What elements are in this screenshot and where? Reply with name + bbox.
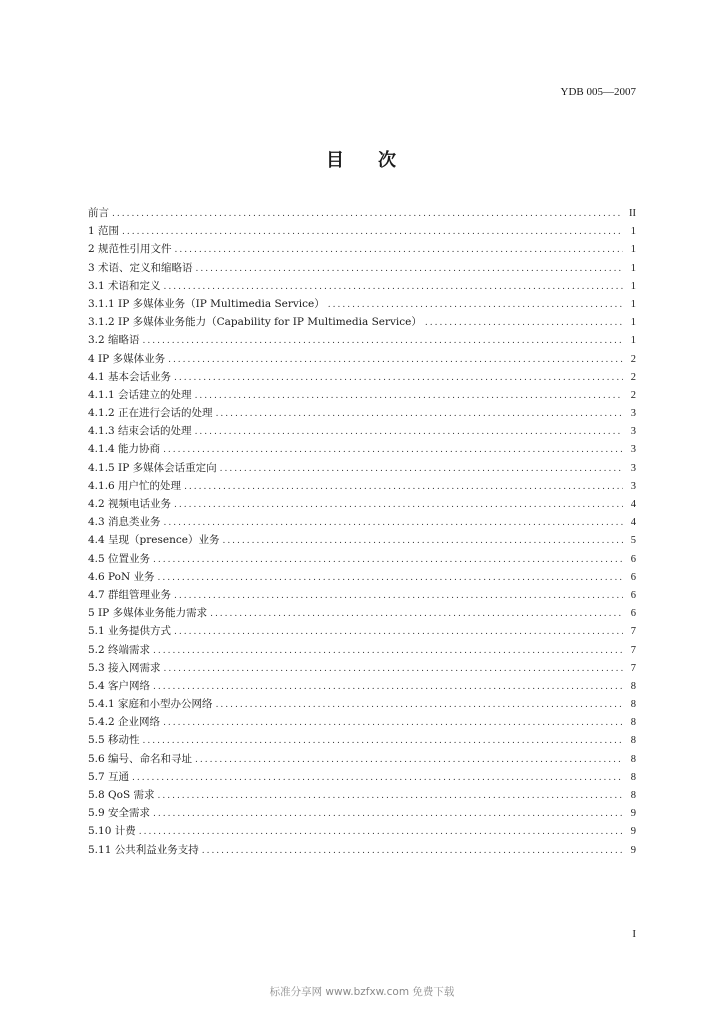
toc-entry-label: 4.5 位置业务 bbox=[88, 552, 151, 565]
toc-leader-dots bbox=[195, 423, 623, 441]
toc-entry[interactable] bbox=[88, 822, 636, 840]
toc-entry-page: 1 bbox=[630, 280, 636, 292]
toc-leader-dots bbox=[210, 605, 623, 623]
toc-entry[interactable] bbox=[88, 786, 636, 804]
toc-entry-page: 8 bbox=[630, 753, 636, 765]
toc-entry-page: 1 bbox=[630, 335, 636, 347]
toc-leader-dots bbox=[220, 460, 623, 478]
toc-entry[interactable] bbox=[88, 804, 636, 822]
toc-leader-dots bbox=[184, 478, 623, 496]
toc-entry[interactable] bbox=[88, 531, 636, 549]
toc-entry-label: 5.11 公共利益业务支持 bbox=[88, 843, 199, 856]
toc-leader-dots bbox=[195, 751, 623, 769]
toc-entry-page: 9 bbox=[630, 844, 636, 856]
toc-entry[interactable] bbox=[88, 750, 636, 768]
toc-entry[interactable] bbox=[88, 513, 636, 531]
toc-leader-dots bbox=[153, 642, 623, 660]
toc-entry[interactable] bbox=[88, 259, 636, 277]
toc-entry-label: 5.1 业务提供方式 bbox=[88, 625, 172, 638]
toc-leader-dots bbox=[196, 260, 623, 278]
watermark-text: 标准分享网 www.bzfxw.com 免费下载 bbox=[269, 986, 455, 998]
toc-entry[interactable] bbox=[88, 495, 636, 513]
toc-entry-label: 4.1.5 IP 多媒体会话重定向 bbox=[88, 461, 217, 474]
toc-leader-dots bbox=[168, 351, 623, 369]
toc-entry-page: 7 bbox=[630, 626, 636, 638]
toc-entry[interactable] bbox=[88, 477, 636, 495]
toc-entry[interactable] bbox=[88, 841, 636, 859]
title-char-right: 次 bbox=[378, 150, 398, 171]
toc-entry-label: 5.4.2 企业网络 bbox=[88, 716, 161, 729]
toc-entry-page: 3 bbox=[630, 444, 636, 456]
toc-leader-dots bbox=[143, 332, 623, 350]
toc-leader-dots bbox=[174, 587, 623, 605]
toc-entry-page: 4 bbox=[630, 517, 636, 529]
toc-entry-page: 8 bbox=[630, 717, 636, 729]
toc-leader-dots bbox=[216, 405, 623, 423]
toc-entry[interactable] bbox=[88, 622, 636, 640]
toc-entry-page: 3 bbox=[630, 408, 636, 420]
toc-leader-dots bbox=[164, 514, 623, 532]
toc-entry-label: 3.2 缩略语 bbox=[88, 334, 140, 347]
toc-leader-dots bbox=[158, 569, 623, 587]
toc-entry-label: 4.2 视频电话业务 bbox=[88, 498, 172, 510]
toc-entry-page: 6 bbox=[630, 589, 636, 601]
toc-entry-label: 前言 bbox=[88, 207, 109, 219]
page-title bbox=[0, 146, 724, 172]
toc-entry[interactable] bbox=[88, 350, 636, 368]
toc-entry-page: 1 bbox=[630, 244, 636, 256]
toc-entry-label: 3 术语、定义和缩略语 bbox=[88, 261, 193, 274]
toc-leader-dots bbox=[158, 787, 624, 805]
title-char-left: 目 bbox=[326, 150, 346, 171]
toc-leader-dots bbox=[216, 696, 623, 714]
toc-entry-label: 4.1.3 结束会话的处理 bbox=[88, 425, 192, 438]
toc-entry-page: 3 bbox=[630, 426, 636, 438]
toc-entry[interactable] bbox=[88, 695, 636, 713]
toc-leader-dots bbox=[153, 551, 623, 569]
toc-entry-page: 7 bbox=[630, 662, 636, 674]
toc-entry[interactable] bbox=[88, 677, 636, 695]
toc-entry-page: 8 bbox=[630, 699, 636, 711]
toc-leader-dots bbox=[195, 387, 623, 405]
toc-entry-page: 1 bbox=[630, 262, 636, 274]
toc-entry[interactable] bbox=[88, 659, 636, 677]
toc-entry-page: 3 bbox=[630, 462, 636, 474]
document-code: YDB 005—2007 bbox=[560, 86, 636, 98]
toc-entry-label: 5.4.1 家庭和小型办公网络 bbox=[88, 698, 213, 711]
toc-entry-page: 6 bbox=[630, 608, 636, 620]
toc-entry-label: 5 IP 多媒体业务能力需求 bbox=[88, 607, 208, 620]
toc-entry[interactable] bbox=[88, 641, 636, 659]
toc-entry-label: 3.1.1 IP 多媒体业务（IP Multimedia Service） bbox=[88, 297, 325, 310]
toc-entry-page: 4 bbox=[630, 499, 636, 510]
toc-leader-dots bbox=[175, 241, 623, 259]
toc-leader-dots bbox=[202, 842, 623, 860]
toc-entry-label: 4.1.6 用户忙的处理 bbox=[88, 479, 182, 492]
toc-entry-page: 2 bbox=[630, 389, 636, 401]
toc-entry-page: 1 bbox=[630, 317, 636, 329]
toc-entry-label: 3.1.2 IP 多媒体业务能力（Capability for IP Multimedia Service） bbox=[88, 316, 422, 329]
toc-entry-label: 4.1.4 能力协商 bbox=[88, 443, 161, 456]
toc-leader-dots bbox=[164, 278, 623, 296]
toc-entry[interactable] bbox=[88, 295, 636, 313]
toc-leader-dots bbox=[153, 678, 623, 696]
toc-entry-page: 6 bbox=[630, 571, 636, 583]
toc-entry-label: 5.8 QoS 需求 bbox=[88, 789, 155, 801]
toc-leader-dots bbox=[139, 823, 623, 841]
toc-leader-dots bbox=[174, 623, 623, 641]
toc-entry-page: 9 bbox=[630, 826, 636, 838]
toc-entry-label: 5.10 计费 bbox=[88, 825, 136, 838]
toc-entry-label: 4.4 呈现（presence）业务 bbox=[88, 534, 220, 547]
toc-entry[interactable] bbox=[88, 568, 636, 586]
toc-leader-dots bbox=[112, 205, 623, 223]
toc-entry[interactable] bbox=[88, 222, 636, 240]
toc-leader-dots bbox=[328, 296, 623, 314]
toc-leader-dots bbox=[164, 660, 623, 678]
toc-entry[interactable] bbox=[88, 404, 636, 422]
toc-entry-page: 6 bbox=[630, 553, 636, 565]
toc-entry[interactable] bbox=[88, 277, 636, 295]
toc-leader-dots bbox=[132, 769, 623, 787]
toc-entry-page: 1 bbox=[630, 226, 636, 238]
toc-entry-label: 4 IP 多媒体业务 bbox=[88, 352, 166, 365]
toc-entry-page: 8 bbox=[630, 771, 636, 783]
toc-entry-page: II bbox=[629, 208, 636, 219]
toc-entry-label: 2 规范性引用文件 bbox=[88, 243, 172, 256]
toc-entry-label: 4.6 PoN 业务 bbox=[88, 570, 155, 583]
toc-entry-label: 1 范围 bbox=[88, 225, 120, 238]
toc-entry-label: 4.1.2 正在进行会话的处理 bbox=[88, 407, 213, 420]
toc-entry[interactable] bbox=[88, 768, 636, 786]
toc-entry-label: 4.1.1 会话建立的处理 bbox=[88, 388, 192, 401]
toc-entry-label: 5.3 接入网需求 bbox=[88, 661, 161, 674]
toc-entry[interactable] bbox=[88, 713, 636, 731]
toc-entry-label: 3.1 术语和定义 bbox=[88, 279, 161, 292]
toc-leader-dots bbox=[174, 496, 623, 514]
toc-entry-label: 5.9 安全需求 bbox=[88, 807, 151, 820]
toc-entry[interactable] bbox=[88, 440, 636, 458]
toc-entry[interactable] bbox=[88, 386, 636, 404]
toc-entry-label: 5.2 终端需求 bbox=[88, 643, 151, 656]
toc-entry[interactable] bbox=[88, 604, 636, 622]
table-of-contents bbox=[88, 204, 636, 859]
toc-leader-dots bbox=[163, 441, 623, 459]
toc-entry-label: 5.5 移动性 bbox=[88, 734, 140, 747]
toc-entry[interactable] bbox=[88, 422, 636, 440]
toc-entry[interactable] bbox=[88, 240, 636, 258]
toc-entry-page: 5 bbox=[630, 535, 636, 547]
toc-entry[interactable] bbox=[88, 313, 636, 331]
toc-leader-dots bbox=[163, 714, 623, 732]
toc-leader-dots bbox=[143, 732, 623, 750]
toc-entry[interactable] bbox=[88, 368, 636, 386]
toc-entry[interactable] bbox=[88, 731, 636, 749]
toc-entry[interactable] bbox=[88, 550, 636, 568]
toc-entry-page: 1 bbox=[630, 298, 636, 310]
toc-entry-page: 8 bbox=[630, 790, 636, 801]
toc-entry-page: 7 bbox=[630, 644, 636, 656]
toc-entry-page: 8 bbox=[630, 680, 636, 692]
toc-entry-page: 9 bbox=[630, 808, 636, 820]
toc-entry-label: 4.7 群组管理业务 bbox=[88, 588, 172, 601]
toc-entry-page: 8 bbox=[630, 735, 636, 747]
toc-entry-page: 2 bbox=[630, 353, 636, 365]
toc-entry[interactable] bbox=[88, 586, 636, 604]
toc-leader-dots bbox=[222, 532, 623, 550]
page-number: I bbox=[632, 928, 636, 940]
toc-entry-label: 5.4 客户网络 bbox=[88, 679, 151, 692]
toc-entry-label: 4.3 消息类业务 bbox=[88, 516, 161, 529]
toc-entry-label: 4.1 基本会话业务 bbox=[88, 370, 172, 383]
toc-leader-dots bbox=[174, 369, 623, 387]
toc-entry-page: 3 bbox=[630, 480, 636, 492]
toc-entry-label: 5.7 互通 bbox=[88, 770, 130, 783]
toc-entry-page: 2 bbox=[630, 371, 636, 383]
toc-entry[interactable] bbox=[88, 331, 636, 349]
toc-leader-dots bbox=[122, 223, 623, 241]
toc-entry-label: 5.6 编号、命名和寻址 bbox=[88, 752, 193, 765]
toc-entry[interactable] bbox=[88, 204, 636, 222]
toc-entry[interactable] bbox=[88, 459, 636, 477]
toc-leader-dots bbox=[153, 805, 623, 823]
toc-leader-dots bbox=[425, 314, 623, 332]
